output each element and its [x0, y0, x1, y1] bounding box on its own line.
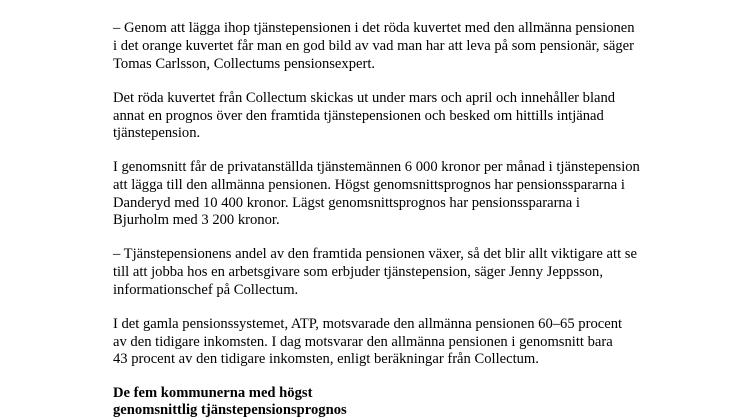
paragraph-5-line-3: 43 procent av den tidigare inkomsten, enligt beräkningar från Collectum.	[113, 351, 539, 367]
paragraph-2-line-1: Det röda kuvertet från Collectum skickas ut under mars och april och innehåller bland	[113, 90, 616, 106]
paragraph-4-line-1: – Tjänstepensionens andel av den framtida pensionen växer, så det blir allt viktigare att se	[113, 246, 637, 262]
paragraph-4-line-2: till att jobba hos en arbetsgivare som erbjuder tjänstepension, säger Jenny Jeppsson,	[113, 264, 603, 280]
paragraph-3-line-4: Bjurholm med 3 200 kronor.	[113, 212, 280, 228]
paragraph-2-line-2: annat en prognos över den framtida tjänstepensionen och besked om hittills intjänad	[113, 108, 604, 124]
section-heading-line-2: genomsnittlig tjänstepensionsprognos	[113, 402, 347, 418]
paragraph-1-line-2: i det orange kuvertet får man en god bild av vad man har att leva på som pensionär, säger	[113, 38, 634, 54]
paragraph-3-line-3: Danderyd med 10 400 kronor. Lägst genomsnittsprognos har pensionsspararna i	[113, 195, 580, 211]
section-heading-line-1: De fem kommunerna med högst	[113, 385, 313, 401]
paragraph-5-line-1: I det gamla pensionssystemet, ATP, motsvarade den allmänna pensionen 60–65 procent	[113, 316, 623, 332]
paragraph-4-line-3: informationschef på Collectum.	[113, 282, 299, 298]
paragraph-5-line-2: av den tidigare inkomsten. I dag motsvarar den allmänna pensionen i genomsnitt bara	[113, 334, 613, 350]
paragraph-3-line-2: att lägga till den allmänna pensionen. Högst genomsnittsprognos har pensionsspararna i	[113, 177, 625, 193]
paragraph-2-line-3: tjänstepension.	[113, 125, 201, 141]
paragraph-3-line-1: I genomsnitt får de privatanställda tjänstemännen 6 000 kronor per månad i tjänstepension	[113, 159, 640, 175]
paragraph-1-line-1: – Genom att lägga ihop tjänstepensionen i det röda kuvertet med den allmänna pensionen	[113, 20, 635, 36]
paragraph-1-line-3: Tomas Carlsson, Collectums pensionsexpert.	[113, 56, 376, 72]
